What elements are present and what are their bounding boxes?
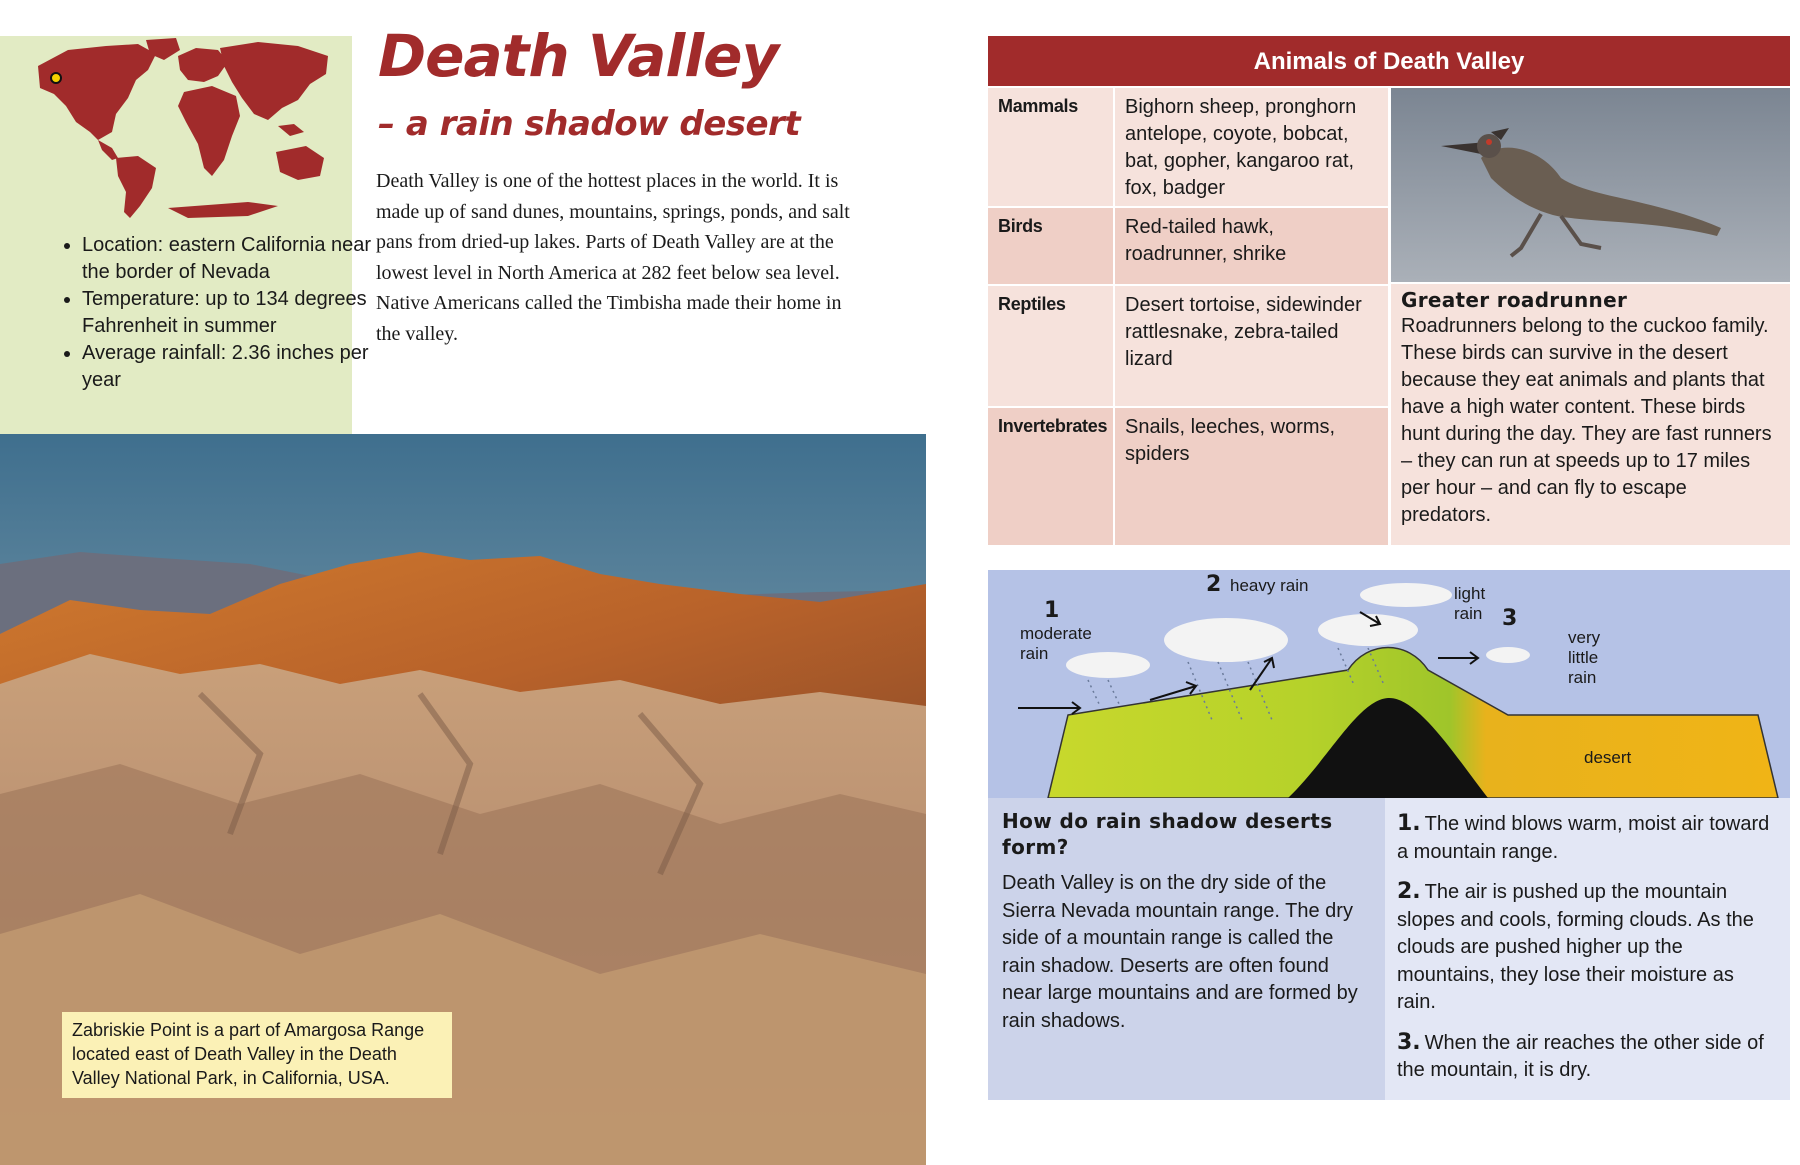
rain-shadow-diagram: [988, 570, 1790, 798]
roadrunner-text: Roadrunners belong to the cuckoo family. These birds can survive in the desert because they eat animals and plants that have a high water content. These birds hunt during the day. They are fast runners – they can run at speeds up to 17 miles per hour – and can fly to escape predators.: [1401, 315, 1772, 526]
table-row: [988, 408, 1390, 545]
page-subtitle: – a rain shadow desert: [378, 104, 801, 144]
step-number-2: 2: [1206, 572, 1222, 597]
location-marker-icon: [51, 73, 61, 83]
label-moderate-rain: moderate rain: [1020, 624, 1092, 663]
fact-list: [36, 232, 382, 394]
category-birds: Birds: [988, 208, 1113, 284]
explanation-text: Death Valley is on the dry side of the Sierra Nevada mountain range. The dry side of a mountain range is called the rain shadow. Deserts are often found near large mountains and are formed by rain shadows.: [1002, 872, 1358, 1032]
step-1-text: The wind blows warm, moist air toward a mountain range.: [1397, 813, 1770, 863]
animals-table: [988, 36, 1790, 545]
table-header: Animals of Death Valley: [988, 36, 1790, 86]
category-invertebrates: Invertebrates: [988, 408, 1113, 545]
step-3-text: When the air reaches the other side of the mountain, it is dry.: [1397, 1031, 1764, 1081]
roadrunner-title: Greater roadrunner: [1401, 288, 1628, 312]
table-row: [988, 208, 1390, 284]
step-2-text: The air is pushed up the mountain slopes and cools, forming clouds. As the clouds are pushed higher up the mountains, they lose their moisture as rain.: [1397, 881, 1754, 1013]
step-2-number: 2.: [1397, 879, 1421, 904]
step-3-number: 3.: [1397, 1029, 1421, 1055]
explanation-box: [988, 798, 1385, 1100]
animals-mammals: Bighorn sheep, pronghorn antelope, coyote, bobcat, bat, gopher, kangaroo rat, fox, badger: [1115, 88, 1388, 206]
roadrunner-image: [1391, 88, 1790, 282]
category-reptiles: Reptiles: [988, 286, 1113, 406]
step-2: [1397, 878, 1778, 1017]
intro-paragraph: Death Valley is one of the hottest places in the world. It is made up of sand dunes, mountains, springs, ponds, and salt pans from dried-up lakes. Parts of Death Valley are at the lowest level in North America at 282 feet below sea level. Native Americans called the Timbisha made their home in the valley.: [376, 170, 850, 345]
step-3: [1397, 1029, 1778, 1085]
label-heavy-rain: heavy rain: [1230, 576, 1309, 595]
roadrunner-photo: [1391, 88, 1790, 282]
fact-location: • Location: eastern California near the border of Nevada: [82, 232, 382, 286]
step-1: [1397, 810, 1778, 866]
label-very-little-rain: very little rain: [1568, 628, 1601, 687]
step-number-1: 1: [1044, 598, 1060, 623]
table-row: [988, 286, 1390, 406]
label-light-rain: light rain: [1454, 584, 1486, 623]
diagram-graphic: [988, 570, 1790, 798]
animals-birds: Red-tailed hawk, roadrunner, shrike: [1115, 208, 1388, 284]
steps-box: [1385, 798, 1790, 1100]
roadrunner-info: [1391, 284, 1790, 545]
fact-temperature: • Temperature: up to 134 degrees Fahrenheit in summer: [82, 286, 382, 340]
animals-reptiles: Desert tortoise, sidewinder rattlesnake, zebra-tailed lizard: [1115, 286, 1388, 406]
fact-box: [0, 36, 372, 434]
page-title: Death Valley: [378, 22, 779, 90]
photo-caption: Zabriskie Point is a part of Amargosa Range located east of Death Valley in the Death Valley National Park, in California, USA.: [62, 1012, 452, 1098]
step-1-number: 1.: [1397, 811, 1421, 836]
explanation-title: How do rain shadow deserts form?: [1002, 809, 1333, 859]
label-desert: desert: [1584, 748, 1632, 767]
world-map-icon: [28, 36, 348, 220]
category-mammals: Mammals: [988, 88, 1113, 206]
fact-rainfall: • Average rainfall: 2.36 inches per year: [82, 340, 382, 394]
animals-invertebrates: Snails, leeches, worms, spiders: [1115, 408, 1388, 545]
table-row: [988, 88, 1390, 206]
step-number-3: 3: [1502, 606, 1518, 631]
